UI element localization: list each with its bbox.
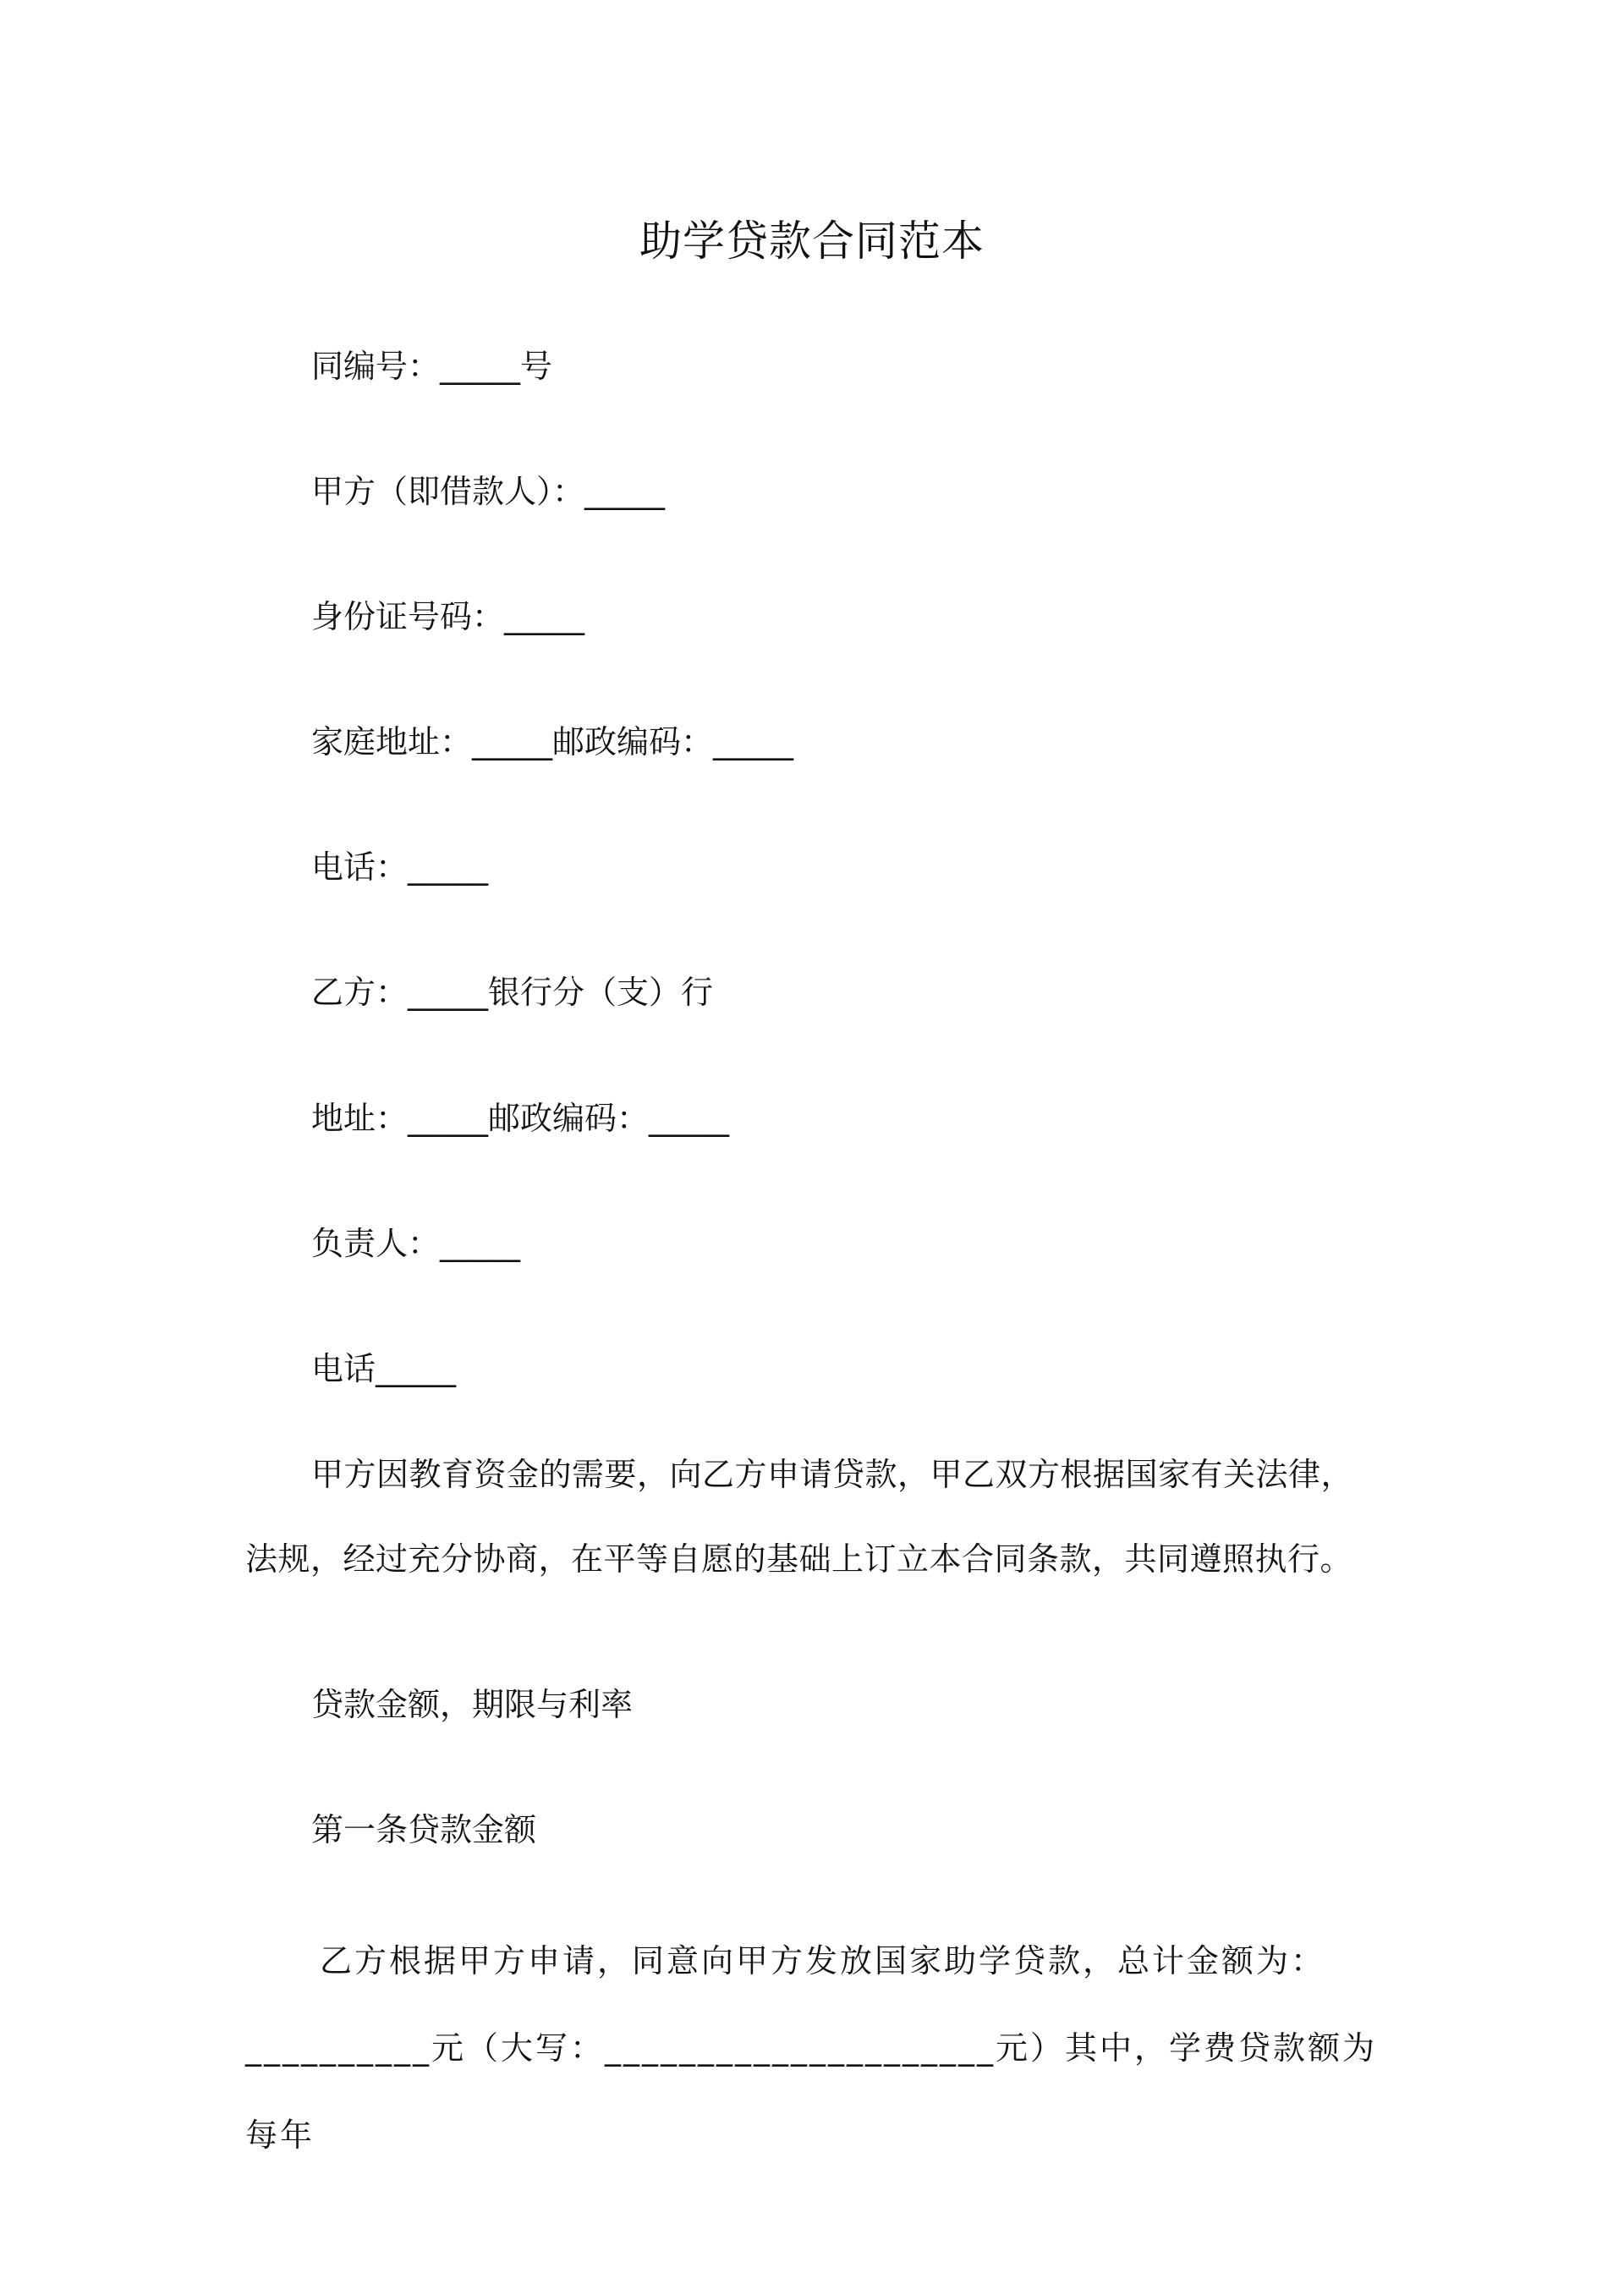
section-heading: 贷款金额，期限与利率 <box>311 1686 634 1723</box>
id-number-line: 身份证号码：_____ <box>311 598 585 635</box>
responsible-person-line: 负责人：_____ <box>311 1225 521 1262</box>
party-b-line: 乙方：_____银行分（支）行 <box>311 974 714 1011</box>
intro-paragraph: 甲方因教育资金的需要，向乙方申请贷款，甲乙双方根据国家有关法律，法规，经过充分协商，在平等自愿的基础上订立本合同条款，共同遵照执行。 <box>245 1456 1354 1578</box>
phone-b-line: 电话_____ <box>311 1350 457 1387</box>
contract-number-line: 同编号：_____号 <box>311 348 553 385</box>
party-a-line: 甲方（即借款人）：_____ <box>311 473 666 510</box>
article-1-paragraph: 乙方根据甲方申请，同意向甲方发放国家助学贷款，总计金额为：__________元（大写：_____________________元）其中，学费贷款额为每年 <box>245 1942 1378 2154</box>
phone-a-line: 电话：_____ <box>311 848 489 886</box>
article-1-heading: 第一条贷款金额 <box>311 1811 537 1848</box>
address-b-line: 地址：_____邮政编码：_____ <box>311 1100 730 1137</box>
page-title: 助学贷款合同范本 <box>639 217 985 266</box>
home-address-line: 家庭地址：_____邮政编码：_____ <box>311 723 794 760</box>
